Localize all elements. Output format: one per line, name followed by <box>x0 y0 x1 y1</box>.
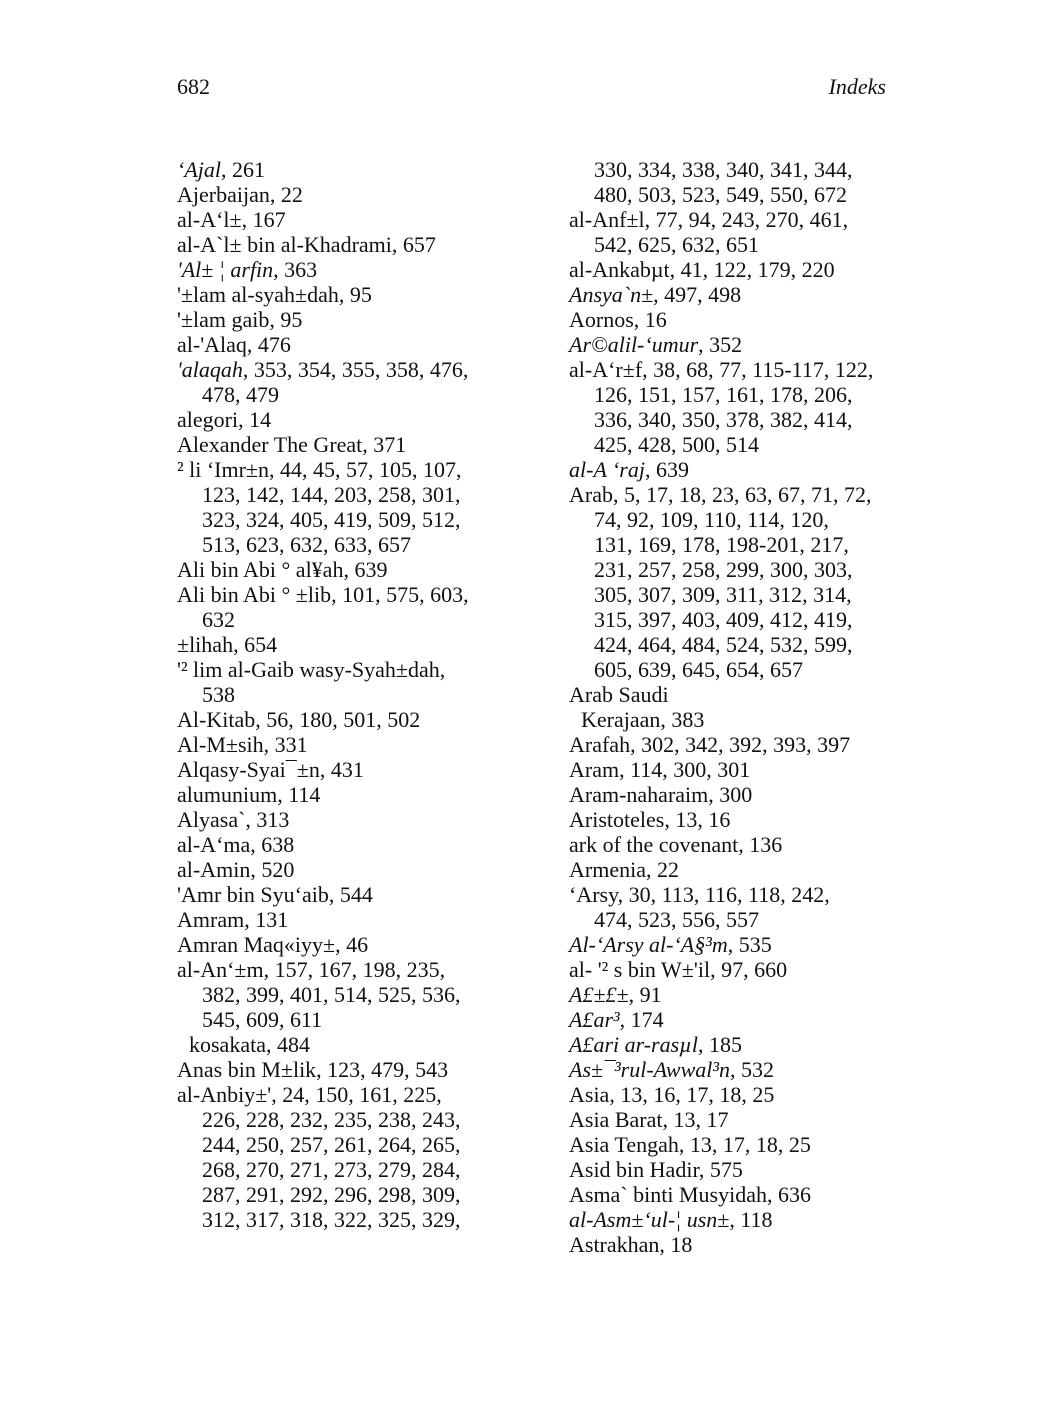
index-entry-line: Al-M±sih, 331 <box>177 732 308 757</box>
index-entry-continuation: 480, 503, 523, 549, 550, 672 <box>594 182 847 207</box>
index-entry-line: Ali bin Abi ° al¥ah, 639 <box>177 557 388 582</box>
index-entry-line: '² lim al-Gaib wasy-Syah±dah, <box>177 657 446 682</box>
index-entry <box>177 932 507 957</box>
index-entry-continuation: 231, 257, 258, 299, 300, 303, <box>594 557 853 582</box>
index-entry-line: Alqasy-Syai¯±n, 431 <box>177 757 364 782</box>
index-entry-line: Asia Barat, 13, 17 <box>569 1107 729 1132</box>
index-entry-line: Kerajaan, 383 <box>581 707 705 732</box>
index-entry <box>177 857 507 882</box>
index-entry-line: Astrakhan, 18 <box>569 1232 693 1257</box>
index-entry-line: Amran Maq«iyy±, 46 <box>177 932 369 957</box>
index-entry-line: al-A ‘raj, 639 <box>569 457 689 482</box>
index-entry <box>177 232 507 257</box>
index-entry <box>569 882 899 932</box>
index-entry <box>569 1007 899 1032</box>
index-term-italic: al-A ‘raj <box>569 457 645 482</box>
index-entry <box>569 457 899 482</box>
index-entry-line: al-A‘l±, 167 <box>177 207 286 232</box>
index-entry-line: al-A`l± bin al-Khadrami, 657 <box>177 232 436 257</box>
index-column-right <box>569 157 899 1257</box>
index-entry <box>177 307 507 332</box>
index-entry <box>569 157 899 207</box>
index-entry <box>569 757 899 782</box>
index-entry-line: Ajerbaijan, 22 <box>177 182 303 207</box>
index-entry <box>177 457 507 557</box>
index-entry <box>569 1107 899 1132</box>
index-entry-line: 'alaqah, 353, 354, 355, 358, 476, <box>177 357 469 382</box>
index-entry <box>569 982 899 1007</box>
index-entry <box>177 1032 507 1057</box>
index-entry <box>177 757 507 782</box>
index-entry-line: A£ari ar-rasµl, 185 <box>569 1032 742 1057</box>
index-entry <box>177 432 507 457</box>
index-entry-line: Arab, 5, 17, 18, 23, 63, 67, 71, 72, <box>569 482 872 507</box>
index-entry <box>177 782 507 807</box>
index-term-italic: ‘Ajal <box>177 157 221 182</box>
index-entry-line: Alyasa`, 313 <box>177 807 290 832</box>
index-entry-line: Al-‘Arsy al-‘A§³m, 535 <box>569 932 772 957</box>
index-entry <box>177 957 507 1032</box>
index-entry-continuation: 131, 169, 178, 198-201, 217, <box>594 532 849 557</box>
index-term-italic: A£±£± <box>569 982 629 1007</box>
index-entry-continuation: 312, 317, 318, 322, 325, 329, <box>202 1207 461 1232</box>
index-entry <box>569 1132 899 1157</box>
index-entry-line: A£±£±, 91 <box>569 982 662 1007</box>
index-entry-continuation: 315, 397, 403, 409, 412, 419, <box>594 607 853 632</box>
index-entry-line: al-Anf±l, 77, 94, 243, 270, 461, <box>569 207 849 232</box>
index-entry-line: al-'Alaq, 476 <box>177 332 291 357</box>
index-entry-line: Ali bin Abi ° ±lib, 101, 575, 603, <box>177 582 469 607</box>
index-entry-line: Anas bin M±lik, 123, 479, 543 <box>177 1057 449 1082</box>
index-entry <box>569 282 899 307</box>
index-entry-line: Aristoteles, 13, 16 <box>569 807 731 832</box>
index-entry-continuation: 126, 151, 157, 161, 178, 206, <box>594 382 853 407</box>
index-entry-line: Arab Saudi <box>569 682 669 707</box>
index-term-italic: Ansya`n± <box>569 282 654 307</box>
index-entry-continuation: 336, 340, 350, 378, 382, 414, <box>594 407 853 432</box>
index-entry <box>569 707 899 732</box>
index-entry-continuation: 305, 307, 309, 311, 312, 314, <box>594 582 852 607</box>
index-entry-line: Asid bin Hadir, 575 <box>569 1157 743 1182</box>
index-entry <box>569 932 899 957</box>
index-entry-line: ark of the covenant, 136 <box>569 832 783 857</box>
index-entry <box>177 357 507 407</box>
page-number: 682 <box>177 74 210 99</box>
index-entry <box>569 207 899 257</box>
index-entry <box>177 407 507 432</box>
index-entry-line: A£ar³, 174 <box>569 1007 664 1032</box>
index-entry-line: Arafah, 302, 342, 392, 393, 397 <box>569 732 851 757</box>
running-title: Indeks <box>828 74 886 99</box>
index-entry <box>569 1057 899 1082</box>
index-entry-line: al-An‘±m, 157, 167, 198, 235, <box>177 957 446 982</box>
index-entry-line: alegori, 14 <box>177 407 272 432</box>
index-entry-line: al-Anbiy±', 24, 150, 161, 225, <box>177 1082 442 1107</box>
index-entry-line: al-Asm±‘ul-¦ usn±, 118 <box>569 1207 773 1232</box>
index-entry-line: Asia Tengah, 13, 17, 18, 25 <box>569 1132 811 1157</box>
index-entry-line: alumunium, 114 <box>177 782 321 807</box>
index-entry-continuation: 74, 92, 109, 110, 114, 120, <box>594 507 829 532</box>
index-term-italic: A£ari ar-rasµl <box>569 1032 698 1057</box>
index-entry-line: Asma` binti Musyidah, 636 <box>569 1182 811 1207</box>
index-entry-line: al-Amin, 520 <box>177 857 295 882</box>
index-entry-continuation: 287, 291, 292, 296, 298, 309, <box>202 1182 461 1207</box>
index-entry <box>569 1207 899 1232</box>
index-entry-line: 330, 334, 338, 340, 341, 344, <box>594 157 853 182</box>
index-entry <box>177 732 507 757</box>
index-entry-continuation: 226, 228, 232, 235, 238, 243, <box>202 1107 461 1132</box>
index-entry-continuation: 538 <box>202 682 235 707</box>
index-entry-line: Aornos, 16 <box>569 307 667 332</box>
index-entry <box>569 1232 899 1257</box>
index-entry-line: ±lihah, 654 <box>177 632 278 657</box>
index-entry-line: al-Ankabµt, 41, 122, 179, 220 <box>569 257 835 282</box>
index-term-italic: Al-‘Arsy al-‘A§³m <box>569 932 728 957</box>
index-entry <box>177 182 507 207</box>
index-entry-continuation: 323, 324, 405, 419, 509, 512, <box>202 507 461 532</box>
index-entry-continuation: 424, 464, 484, 524, 532, 599, <box>594 632 853 657</box>
index-entry-line: al-A‘r±f, 38, 68, 77, 115-117, 122, <box>569 357 874 382</box>
index-entry <box>177 882 507 907</box>
index-term-italic: 'Al± ¦ arfin <box>177 257 274 282</box>
index-entry-line: Ar©alil-‘umur, 352 <box>569 332 743 357</box>
index-entry-continuation: 542, 625, 632, 651 <box>594 232 759 257</box>
index-term-italic: A£ar³ <box>569 1007 620 1032</box>
index-entry <box>569 357 899 457</box>
index-entry <box>177 257 507 282</box>
index-entry <box>569 332 899 357</box>
index-entry <box>569 1082 899 1107</box>
index-entry-line: As±¯³rul-Awwal³n, 532 <box>569 1057 774 1082</box>
index-entry-line: Alexander The Great, 371 <box>177 432 407 457</box>
index-entry <box>569 307 899 332</box>
index-entry-line: ² li ‘Imr±n, 44, 45, 57, 105, 107, <box>177 457 462 482</box>
index-entry-line: ‘Ajal, 261 <box>177 157 265 182</box>
index-entry <box>569 807 899 832</box>
index-entry-continuation: 268, 270, 271, 273, 279, 284, <box>202 1157 461 1182</box>
index-entry <box>177 207 507 232</box>
index-entry <box>177 332 507 357</box>
index-entry <box>177 282 507 307</box>
index-entry <box>569 957 899 982</box>
index-entry-continuation: 382, 399, 401, 514, 525, 536, <box>202 982 461 1007</box>
index-entry <box>177 632 507 657</box>
index-entry-line: Ansya`n±, 497, 498 <box>569 282 742 307</box>
index-entry <box>569 782 899 807</box>
index-entry <box>569 1182 899 1207</box>
index-entry-line: Al-Kitab, 56, 180, 501, 502 <box>177 707 421 732</box>
index-entry <box>569 832 899 857</box>
index-entry-line: 'Amr bin Syu‘aib, 544 <box>177 882 373 907</box>
index-entry <box>569 732 899 757</box>
index-term-italic: 'alaqah <box>177 357 243 382</box>
index-entry <box>177 807 507 832</box>
index-entry-line: Armenia, 22 <box>569 857 679 882</box>
index-entry-line: kosakata, 484 <box>189 1032 310 1057</box>
index-term-italic: Ar©alil-‘umur <box>569 332 699 357</box>
index-entry-line: Aram-naharaim, 300 <box>569 782 753 807</box>
index-entry-continuation: 123, 142, 144, 203, 258, 301, <box>202 482 461 507</box>
index-entry-continuation: 474, 523, 556, 557 <box>594 907 759 932</box>
index-entry <box>177 557 507 582</box>
index-entry-continuation: 545, 609, 611 <box>202 1007 323 1032</box>
index-entry-line: '±lam al-syah±dah, 95 <box>177 282 372 307</box>
index-entry <box>177 1082 507 1232</box>
index-entry <box>569 1157 899 1182</box>
index-entry <box>177 157 507 182</box>
index-column-left <box>177 157 507 1232</box>
index-entry <box>569 257 899 282</box>
index-entry-line: ‘Arsy, 30, 113, 116, 118, 242, <box>569 882 830 907</box>
index-entry-line: '±lam gaib, 95 <box>177 307 303 332</box>
index-entry <box>569 857 899 882</box>
index-term-italic: As±¯³rul-Awwal³n <box>569 1057 730 1082</box>
index-entry <box>177 582 507 632</box>
index-entry-continuation: 425, 428, 500, 514 <box>594 432 759 457</box>
index-entry <box>569 482 899 682</box>
index-entry <box>177 832 507 857</box>
index-entry-continuation: 244, 250, 257, 261, 264, 265, <box>202 1132 461 1157</box>
index-entry-continuation: 478, 479 <box>202 382 279 407</box>
index-entry-line: 'Al± ¦ arfin, 363 <box>177 257 318 282</box>
index-entry <box>177 657 507 707</box>
index-entry <box>177 907 507 932</box>
index-term-italic: al-Asm±‘ul-¦ usn± <box>569 1207 730 1232</box>
index-entry <box>177 1057 507 1082</box>
index-entry-line: Amram, 131 <box>177 907 289 932</box>
index-entry <box>177 707 507 732</box>
index-entry-line: Asia, 13, 16, 17, 18, 25 <box>569 1082 775 1107</box>
index-entry-line: al- '² s bin W±'il, 97, 660 <box>569 957 788 982</box>
index-entry <box>569 682 899 707</box>
index-entry-continuation: 632 <box>202 607 235 632</box>
index-entry-continuation: 513, 623, 632, 633, 657 <box>202 532 411 557</box>
index-entry <box>569 1032 899 1057</box>
index-entry-line: Aram, 114, 300, 301 <box>569 757 751 782</box>
index-entry-continuation: 605, 639, 645, 654, 657 <box>594 657 803 682</box>
index-entry-line: al-A‘ma, 638 <box>177 832 295 857</box>
